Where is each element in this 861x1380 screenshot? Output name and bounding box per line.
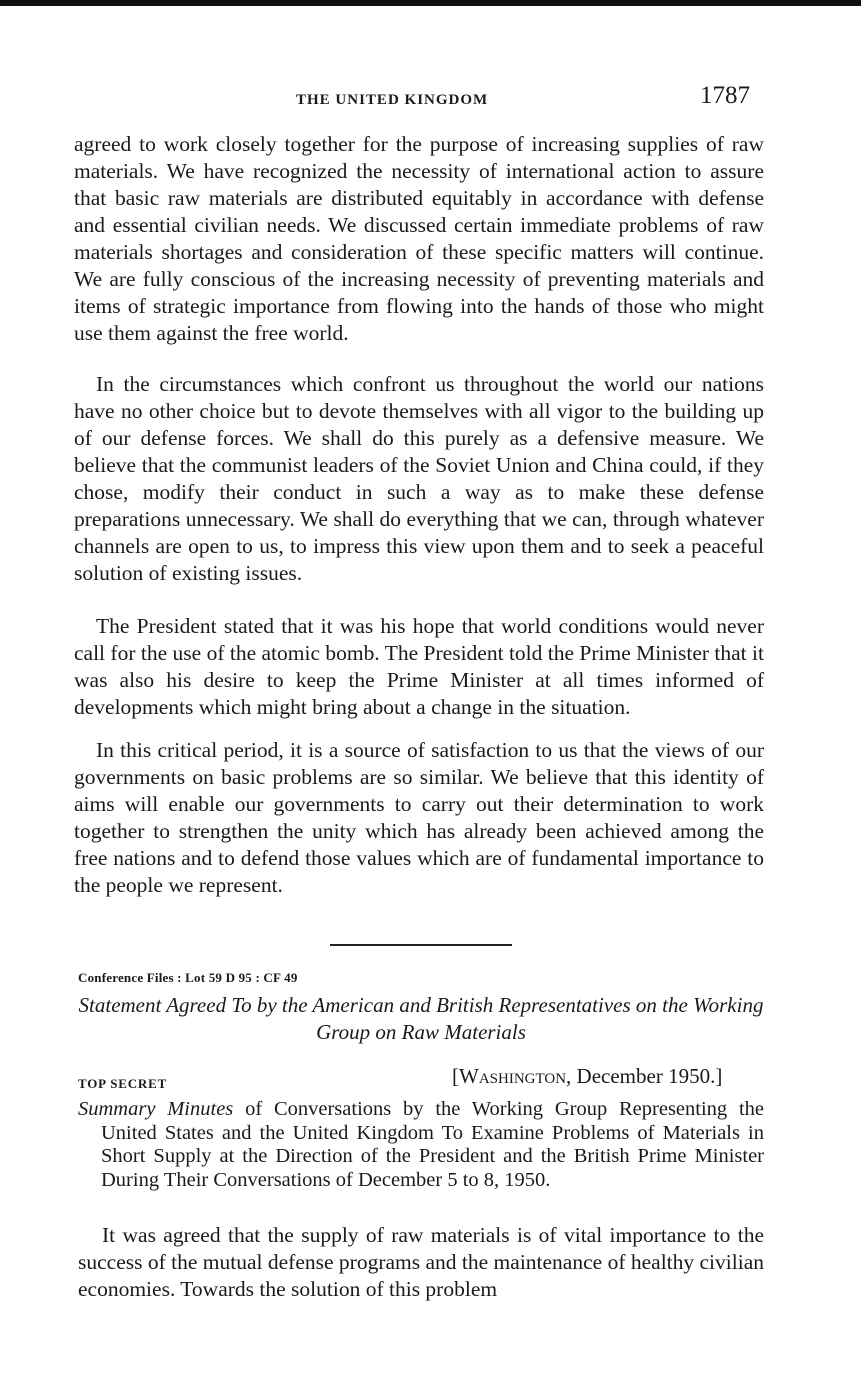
dateline (452, 1064, 722, 1089)
summary-minutes-heading (78, 1098, 764, 1192)
section-divider (330, 944, 512, 946)
dateline-bracket: [ (452, 1064, 459, 1088)
paragraph-2-text: In the circumstances which confront us throughout the world our nations have no other choice but to devote themselves with all vigor to the building up of our defense forces. We shall do this purely as a defensive measure. We believe that the communist leaders of the Soviet Union and China could, if they chose, modify their conduct in such a way as to make these defense preparations unnecessary. We shall do everything that we can, through whatever channels are open to us, to impress this view upon them and to seek a peaceful solution of existing issues. (74, 372, 764, 585)
top-border-rule (0, 0, 861, 6)
document-source: Conference Files : Lot 59 D 95 : CF 49 (78, 970, 298, 985)
paragraph-4-text: In this critical period, it is a source of satisfaction to us that the views of our governments on basic problems are so similar. We believe that this identity of aims will enable our governments to carry out their determination to work together to strengthen the unity which has already been achieved among the free nations and to defend those values which are of fundamental importance to the people we represent. (74, 738, 764, 897)
summary-rest: of Conversations by the Working Group Representing the United States and the United Kingdom To Examine Problems of Materials in Short Supply at the Direction of the President and the British Prime Minister During Their Conversations of December 5 to 8, 1950. (101, 1098, 764, 1191)
document-title: Statement Agreed To by the American and British Representatives on the Working Group on Raw Materials (78, 993, 764, 1044)
running-title: THE UNITED KINGDOM (296, 92, 489, 108)
paragraph-5-text: It was agreed that the supply of raw materials is of vital importance to the success of the mutual defense programs and the maintenance of healthy civilian economies. Towards the solution of this problem (78, 1223, 764, 1301)
classification-label: TOP SECRET (78, 1076, 168, 1091)
paragraph-3-text: The President stated that it was his hope that world conditions would never call for the use of the atomic bomb. The President told the Prime Minister that it was also his desire to keep the Prime Minister at all times informed of developments which might bring about a change in the situation. (74, 614, 764, 719)
paragraph-2 (74, 371, 764, 587)
paragraph-3 (74, 613, 764, 721)
paragraph-1-text: agreed to work closely together for the purpose of increasing supplies of raw materials. We have recognized the necessity of international action to assure that basic raw materials are distributed equitably in accordance with defense and essential civilian needs. We discussed certain immediate problems of raw materials shortages and consideration of these specific matters will continue. We are fully conscious of the increasing necessity of preventing materials and items of strategic importance from flowing into the hands of those who might use them against the free world. (74, 132, 764, 345)
paragraph-1 (74, 131, 764, 347)
summary-lead: Summary Minutes (78, 1098, 234, 1120)
page-number: 1787 (700, 82, 750, 109)
paragraph-4 (74, 737, 764, 899)
paragraph-5 (78, 1222, 764, 1303)
dateline-date: , December 1950.] (566, 1064, 723, 1088)
running-head (0, 82, 861, 120)
dateline-place: Washington (459, 1064, 567, 1088)
